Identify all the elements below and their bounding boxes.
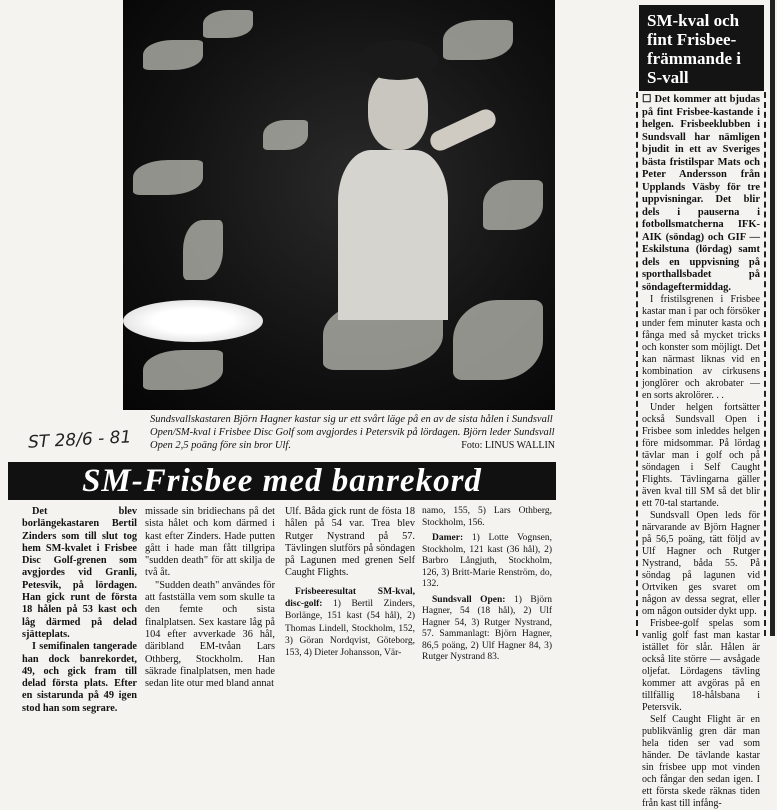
caption-text: Sundsvallskastaren Björn Hagner kastar sig ur ett svårt läge på en av de sista hålen i Sundsvall Open/SM-kval i Frisbee Disc Golf som avgjordes i Petersvik på lördagen. Björn leder Sundsvall Open 2,5 poäng före sin bror Ulf. (150, 414, 555, 451)
handwritten-date: ST 28/6 - 81 (27, 427, 132, 453)
frisbee-disc (123, 300, 263, 342)
open-results (422, 595, 552, 664)
open-label: Sundsvall Open: (432, 594, 506, 605)
paragraph: Det blev borlängekastaren Bertil Zinders som till slut tog hem SM-kvalet i Frisbee Disc Golf-grenen som avgjordes vid Granli, Petesvik, på lördagen. Han gick runt de första 18 hålen på 53 kast och låg därmed på delad sjätteplats. (22, 506, 137, 640)
paragraph: Self Caught Flight är en publikvänlig gren där man hela tiden ser vad som händer. De tävlande kastar sin frisbee upp mot vinden och fångar den sedan igen. I ett första skede räknas tiden från kast till infång- (642, 714, 760, 809)
sidebar-article (636, 92, 766, 809)
page-edge (770, 0, 775, 636)
open-text: 1) Björn Hagner, 54 (18 hål), 2) Ulf Hagner 54, 3) Rutger Nystrand, 57. Sammanlagt: Björn Hagner, 86,5 poäng, 2) Ulf Hagner 84, 3) Rutger Nystrand 83. (422, 594, 553, 662)
paragraph: Frisbee-golf spelas som vanlig golf fast man kastar istället för slår. Hålen är också lite större — avsågade oljefat. Lördagens tävling kommer att avgöras på en tillfällig 18-hålsbana i Petersvik. (642, 618, 760, 713)
women-text: 1) Lotte Vognsen, Stockholm, 121 kast (36 hål), 2) Barbro Långjuth, Stockholm, 126, 3) Britt-Marie Renström, do, 132. (422, 533, 552, 589)
results-text: 1) Bertil Zinders, Borlänge, 151 kast (54 hål), 2) Thomas Lindell, Stockholm, 152, 3) Göran Nordqvist, Göteborg, 153, 4) Dieter Johansson, Vär- (285, 599, 415, 659)
sidebar-title: SM-kval och fint Frisbee-främmande i S-vall (639, 5, 764, 91)
paragraph: Under helgen fortsätter också Sundsvall Open i Frisbee som inleddes helgen före midsommar. På lördag tävlar man i golf och på söndagen i Self Caught Flights. Tävlingarna gäller även kval till SM så det blir ett 70-tal startande. (642, 402, 760, 509)
player-figure (338, 40, 488, 320)
photo-caption (150, 413, 555, 452)
paragraph: I fristilsgrenen i Frisbee kastar man i par och försöker under fem minuter kasta och fånga med så mycket tricks och konster som möjligt. Det kan närmast liknas vid en kombination av cirkusens jonglörer och akrobater — en sorts akrolörer. . . (642, 294, 760, 401)
article-col-2 (145, 506, 275, 690)
paragraph: Ulf. Båda gick runt de fösta 18 hålen på 54 var. Trea blev Rutger Nystrand på 57. Tävlingen slutförs på söndagen på Lagunen med grenen Self Caught Flights. (285, 506, 415, 579)
results-label: Frisbeeresultat SM-kval, disc-golf: (285, 586, 415, 610)
paragraph: Sundsvall Open leds för närvarande av Björn Hagner på 56,5 poäng, tätt följd av Ulf Hagner och Rutger Nystrand, båda 55. På söndag på lagunen vid Ortviken ges svaret om någon av dessa segrat, eller om någon outsider dykt upp. (642, 510, 760, 617)
paragraph: namo, 155, 5) Lars Othberg, Stockholm, 156. (422, 506, 552, 528)
article-col-4 (422, 506, 552, 664)
headline: SM-Frisbee med banrekord (8, 462, 556, 500)
paragraph: missade sin bridiechans på det sista hålet och kom därmed i kast efter Zinders. Hade putten gått i hade man fått tillgripa "sudden death" för att skilja de två åt. (145, 506, 275, 579)
photo-credit: Foto: LINUS WALLIN (461, 440, 555, 451)
news-photo (123, 0, 555, 410)
article-col-1 (22, 506, 137, 715)
women-label: Damer: (432, 533, 464, 543)
paragraph: "Sudden death" användes för att fastställa vem som skulle ta den femte och sista finalplatsen. Sex kastare låg på 104 efter avverkade 36 hål, däribland EM-tvåan Lars Othberg, Stockholm. Han säkrade finalplatsen, men hade sedan lite otur med bland annat (145, 579, 275, 690)
women-results (422, 533, 552, 591)
results-paragraph (285, 586, 415, 660)
sidebar-lead: ☐ Det kommer att bjudas på fint Frisbee-kastande i helgen. Frisbeeklubben i Sundsvall har nämligen bjudit in ett av Sveriges bästa fristilspar Mats och Peter Andersson från Upplands Väsby för tre uppvisningar. Det blir dels i pauserna i fotbollsmatcherna IFK-AIK (söndag) och GIF — Eskilstuna (lördag) samt dels en uppvisning på sporthallsbadet på söndageftermiddag. (642, 94, 760, 293)
article-col-3 (285, 506, 415, 660)
paragraph: I semifinalen tangerade han dock banrekordet, 49, och gick fram till delad första plats. Efter en sistarunda på 49 igen stod han som segrare. (22, 641, 137, 714)
